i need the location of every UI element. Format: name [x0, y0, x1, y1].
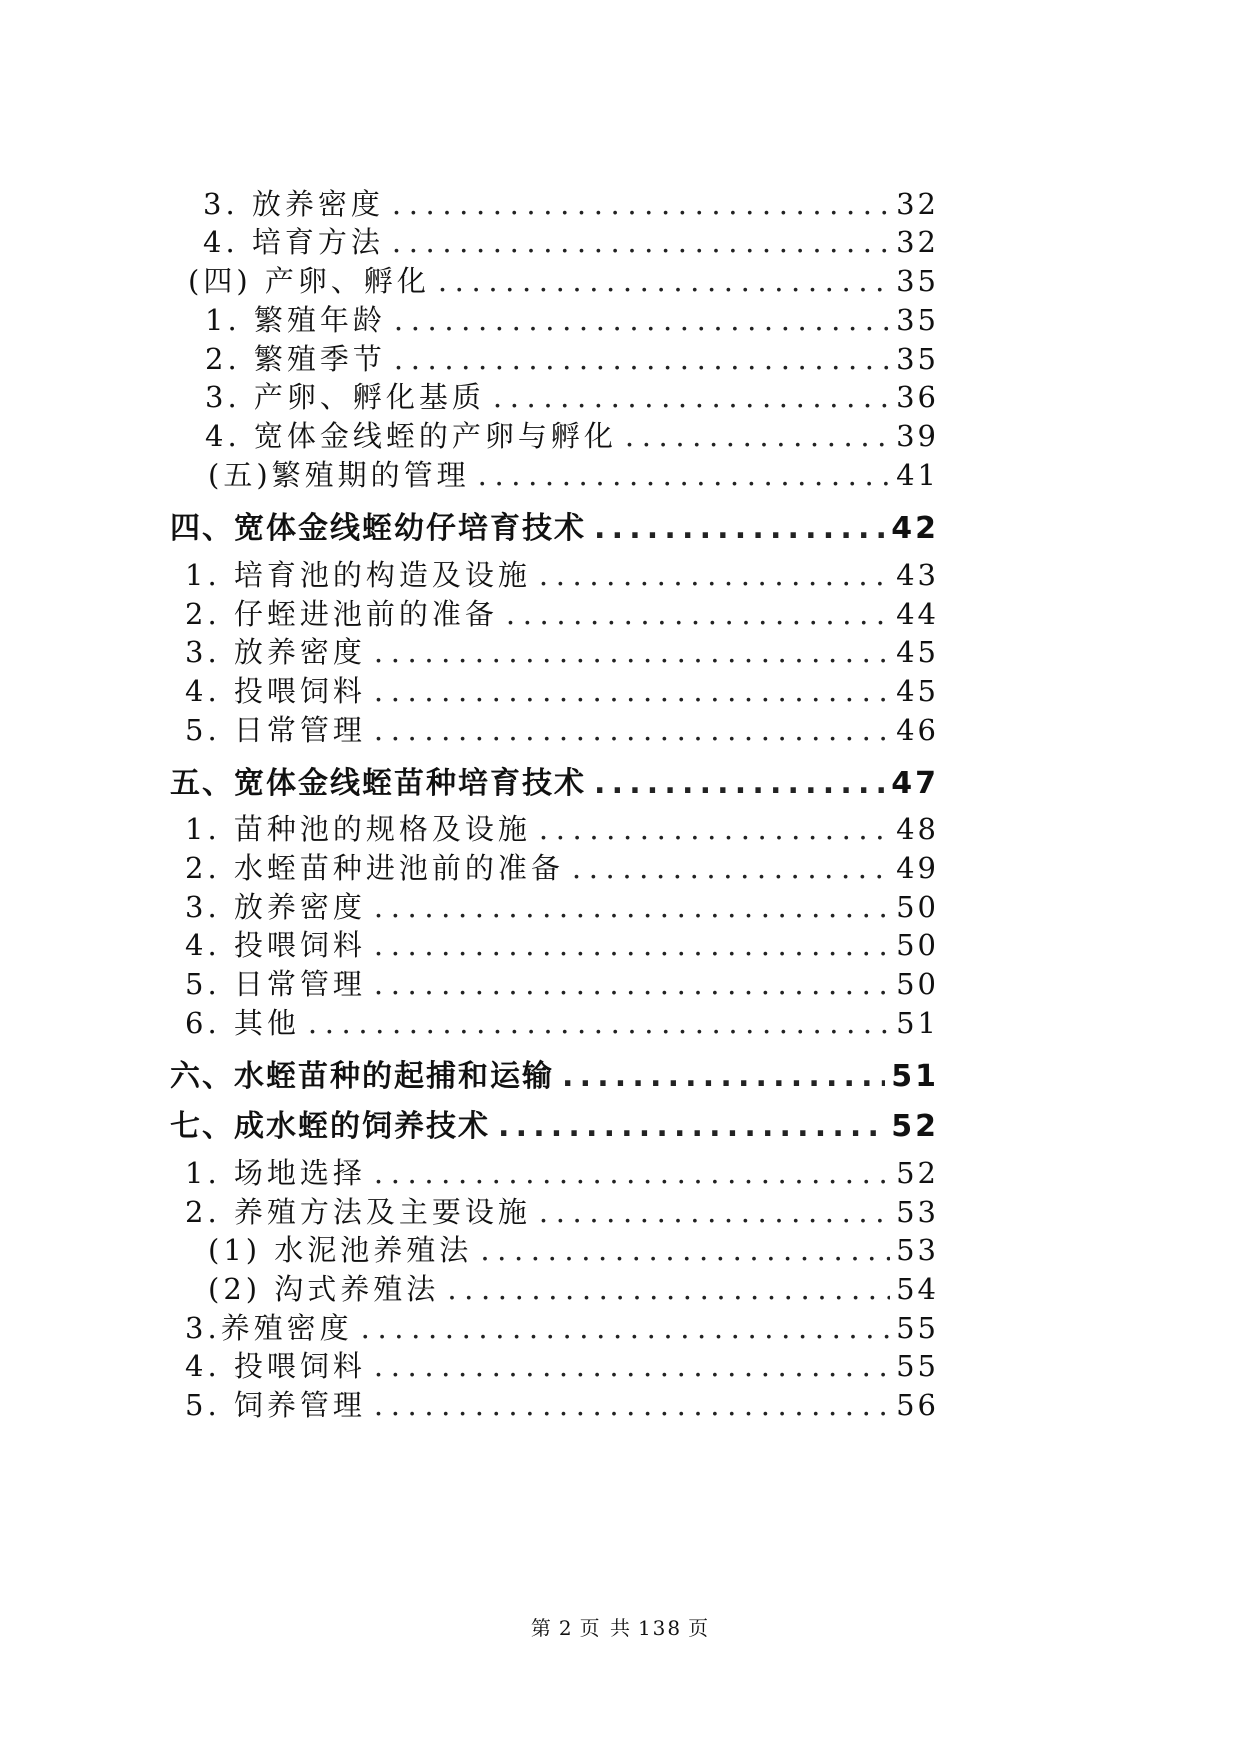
toc-entry[interactable]	[0, 962, 1241, 1003]
footer-current-page: 2	[558, 1616, 574, 1640]
toc-chapter-entry[interactable]	[0, 758, 1241, 802]
toc-entry-label: 3. 放养密度	[185, 890, 366, 924]
toc-leader-dots	[374, 1388, 890, 1422]
toc-leader-dots	[539, 558, 890, 592]
toc-entry[interactable]	[0, 630, 1241, 671]
toc-leader-dots	[562, 1059, 885, 1094]
toc-leader-dots	[572, 851, 890, 885]
toc-entry-page: 46	[896, 713, 939, 747]
toc-entry[interactable]	[0, 923, 1241, 964]
toc-entry-label: (2) 沟式养殖法	[208, 1272, 440, 1306]
toc-entry-label: 1. 场地选择	[185, 1156, 366, 1190]
toc-entry[interactable]	[0, 885, 1241, 926]
toc-leader-dots	[374, 928, 890, 962]
toc-entry-page: 50	[896, 967, 939, 1001]
toc-entry[interactable]	[0, 453, 1241, 494]
toc-entry-page: 35	[896, 264, 939, 298]
toc-entry[interactable]	[0, 708, 1241, 749]
toc-leader-dots	[394, 303, 890, 337]
toc-leader-dots	[374, 713, 890, 747]
toc-entry[interactable]	[0, 592, 1241, 633]
toc-entry-label: 4. 投喂饲料	[185, 928, 366, 962]
toc-leader-dots	[374, 1156, 890, 1190]
toc-entry-page: 42	[891, 511, 939, 546]
toc-entry-page: 32	[896, 187, 939, 221]
toc-leader-dots	[594, 766, 885, 801]
toc-leader-dots	[493, 380, 890, 414]
toc-entry-label: 3. 产卵、孵化基质	[205, 380, 485, 414]
toc-leader-dots	[374, 967, 890, 1001]
toc-entry-label: 3. 放养密度	[185, 635, 366, 669]
toc-entry[interactable]	[0, 669, 1241, 710]
toc-entry-label: 1. 苗种池的规格及设施	[185, 812, 531, 846]
toc-entry-label: 2. 养殖方法及主要设施	[185, 1195, 531, 1229]
toc-entry-label: (1) 水泥池养殖法	[208, 1233, 473, 1267]
toc-chapter-entry[interactable]	[0, 503, 1241, 547]
toc-entry-page: 44	[896, 597, 939, 631]
toc-leader-dots	[374, 635, 890, 669]
toc-entry[interactable]	[0, 1344, 1241, 1385]
toc-entry-page: 51	[891, 1059, 939, 1094]
toc-entry-page: 35	[896, 342, 939, 376]
toc-entry-label: (五)繁殖期的管理	[208, 458, 470, 492]
toc-leader-dots	[594, 511, 885, 546]
toc-entry-page: 55	[896, 1311, 939, 1345]
toc-leader-dots	[625, 419, 890, 453]
toc-leader-dots	[392, 187, 890, 221]
footer-prefix: 第	[530, 1616, 553, 1640]
toc-entry[interactable]	[0, 1151, 1241, 1192]
toc-entry-label: 4. 投喂饲料	[185, 674, 366, 708]
toc-entry-label: 5. 日常管理	[185, 967, 366, 1001]
toc-entry[interactable]	[0, 807, 1241, 848]
toc-entry-page: 49	[896, 851, 939, 885]
toc-entry-page: 52	[891, 1109, 939, 1144]
toc-entry-label: 四、宽体金线蛭幼仔培育技术	[170, 511, 586, 546]
toc-leader-dots	[374, 890, 890, 924]
toc-entry-page: 53	[896, 1233, 939, 1267]
toc-entry[interactable]	[0, 375, 1241, 416]
toc-entry-page: 48	[896, 812, 939, 846]
toc-entry-page: 47	[891, 766, 939, 801]
toc-leader-dots	[374, 1349, 890, 1383]
toc-entry-label: (四) 产卵、孵化	[188, 264, 430, 298]
toc-entry-page: 50	[896, 928, 939, 962]
toc-entry-label: 七、成水蛭的饲养技术	[170, 1109, 490, 1144]
toc-leader-dots	[539, 1195, 890, 1229]
toc-entry[interactable]	[0, 1001, 1241, 1042]
toc-entry[interactable]	[0, 1383, 1241, 1424]
toc-entry[interactable]	[0, 259, 1241, 300]
toc-entry[interactable]	[0, 298, 1241, 339]
footer-suffix: 页	[688, 1616, 711, 1640]
footer-total-pages: 138	[637, 1616, 683, 1640]
toc-entry-page: 36	[896, 380, 939, 414]
toc-entry-label: 5. 饲养管理	[185, 1388, 366, 1422]
toc-chapter-entry[interactable]	[0, 1101, 1241, 1145]
toc-chapter-entry[interactable]	[0, 1051, 1241, 1095]
toc-entry-page: 43	[896, 558, 939, 592]
toc-entry[interactable]	[0, 1228, 1241, 1269]
toc-entry-label: 5. 日常管理	[185, 713, 366, 747]
toc-entry-label: 4. 宽体金线蛭的产卵与孵化	[205, 419, 617, 453]
toc-entry[interactable]	[0, 182, 1241, 223]
toc-entry-page: 54	[896, 1272, 939, 1306]
toc-entry-label: 2. 繁殖季节	[205, 342, 386, 376]
toc-leader-dots	[539, 812, 890, 846]
toc-entry-page: 39	[896, 419, 939, 453]
toc-entry-page: 51	[896, 1006, 939, 1040]
toc-entry-label: 3.养殖密度	[185, 1311, 353, 1345]
toc-entry[interactable]	[0, 1267, 1241, 1308]
toc-leader-dots	[480, 1233, 890, 1267]
toc-entry-page: 52	[896, 1156, 939, 1190]
toc-leader-dots	[361, 1311, 890, 1345]
toc-leader-dots	[308, 1006, 890, 1040]
toc-entry[interactable]	[0, 553, 1241, 594]
toc-leader-dots	[498, 1109, 885, 1144]
toc-leader-dots	[394, 342, 890, 376]
page-footer	[0, 1612, 1241, 1641]
toc-entry[interactable]	[0, 414, 1241, 455]
toc-entry-label: 五、宽体金线蛭苗种培育技术	[170, 766, 586, 801]
footer-middle: 页 共	[579, 1616, 632, 1640]
toc-leader-dots	[374, 674, 890, 708]
toc-entry-label: 六、水蛭苗种的起捕和运输	[170, 1059, 554, 1094]
toc-leader-dots	[447, 1272, 890, 1306]
toc-entry-page: 45	[896, 674, 939, 708]
toc-leader-dots	[392, 225, 890, 259]
toc-entry-page: 41	[896, 458, 939, 492]
toc-entry-label: 2. 水蛭苗种进池前的准备	[185, 851, 564, 885]
toc-entry-label: 2. 仔蛭进池前的准备	[185, 597, 498, 631]
toc-entry-page: 35	[896, 303, 939, 337]
toc-entry-label: 1. 繁殖年龄	[205, 303, 386, 337]
toc-entry-page: 56	[896, 1388, 939, 1422]
toc-entry-label: 3. 放养密度	[203, 187, 384, 221]
toc-entry-page: 53	[896, 1195, 939, 1229]
toc-entry[interactable]	[0, 337, 1241, 378]
toc-entry-page: 55	[896, 1349, 939, 1383]
toc-entry-page: 50	[896, 890, 939, 924]
toc-leader-dots	[478, 458, 890, 492]
toc-entry[interactable]	[0, 220, 1241, 261]
toc-entry-label: 4. 培育方法	[203, 225, 384, 259]
toc-entry[interactable]	[0, 846, 1241, 887]
toc-entry[interactable]	[0, 1190, 1241, 1231]
toc-entry-page: 32	[896, 225, 939, 259]
toc-leader-dots	[506, 597, 890, 631]
toc-leader-dots	[438, 264, 890, 298]
toc-entry-label: 4. 投喂饲料	[185, 1349, 366, 1383]
toc-entry-page: 45	[896, 635, 939, 669]
toc-entry-label: 1. 培育池的构造及设施	[185, 558, 531, 592]
toc-entry-label: 6. 其他	[185, 1006, 300, 1040]
toc-entry[interactable]	[0, 1306, 1241, 1347]
